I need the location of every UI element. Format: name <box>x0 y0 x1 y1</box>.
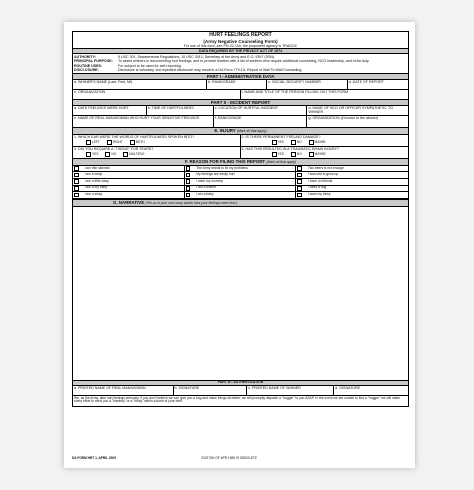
whiner-name-field[interactable]: a. WHINER'S NAME (Last, First, MI) <box>73 80 207 89</box>
routine-label: ROUTINE USES: <box>74 63 103 68</box>
q2-text: 2. IS THERE PERMANENT FEELING DAMAGE? <box>241 134 321 139</box>
reason-label: I am a baby <box>196 192 214 196</box>
reason-checkbox[interactable] <box>186 166 191 171</box>
injury-header <box>73 128 408 135</box>
q2-no-checkbox[interactable]: NO <box>291 140 302 145</box>
authority-text: 5 USC 301, Departmental Regulations; 10 USC 3013, Secretary of the Army and E.O. 9397 (SSN) <box>118 55 275 60</box>
reason-item[interactable] <box>73 172 185 179</box>
narrative-header <box>73 200 408 207</box>
reason-label: I have no friends <box>307 178 333 183</box>
disclosure-label: DISCLOSURE: <box>74 67 99 72</box>
realman-signature-field[interactable]: b. SIGNATURE <box>174 386 248 395</box>
reason-label: I want my binky <box>307 192 331 196</box>
reason-label: The Army needs to fix my problems <box>196 165 248 170</box>
narrative-note: (Tell us in your own sissy words how your feelings were hurt.) <box>145 200 238 205</box>
sympathetic-nco-field[interactable]: d. NAME OF NCO OR OFFICER SYMPATHETIC TO WHINER <box>308 105 393 115</box>
injury-title: E. INJURY <box>214 127 236 133</box>
q4-text: 4. HAS THIS RESULTED IN A TRAUMATIC BRAIN INJURY? <box>241 146 340 151</box>
hurter-name-field[interactable]: e. NAME OF REAL MAN/WOMAN WHO HURT YOUR SENSITIVE FEELINGS <box>73 116 214 127</box>
reason-item[interactable] <box>185 172 297 179</box>
form-number: DA FORM HRT 1, APRIL 2009 <box>72 456 116 460</box>
q2-maybe-checkbox[interactable]: MAYBE <box>309 140 326 145</box>
date-hurt-field[interactable]: a. DATE FEELINGS WERE HURT <box>73 106 147 115</box>
reason-item[interactable] <box>185 192 297 199</box>
whiner-printed-name-field[interactable]: c. PRINTED NAME OF WHINER <box>247 386 334 395</box>
reason-label: I am a little sissy <box>84 178 109 183</box>
form-title: HURT FEELINGS REPORT <box>209 32 272 38</box>
location-field[interactable]: c. LOCATION OF HURTFUL INCIDENT <box>214 106 308 115</box>
q1-right-checkbox[interactable]: RIGHT <box>107 140 123 145</box>
hurter-org-field[interactable]: g. ORGANIZATION (if known to the abuser) <box>308 115 379 120</box>
reason-checkbox[interactable] <box>297 193 302 198</box>
reason-label: I am a wimp <box>84 172 103 177</box>
edition-note: EDITION OF APR 1989 IS OBSOLETE <box>201 456 257 460</box>
reason-checkbox[interactable] <box>74 166 79 171</box>
q4-no-checkbox[interactable]: NO <box>291 152 302 157</box>
part1-header: PART I - ADMINISTRATIVE DATA <box>73 74 408 80</box>
privacy-header: DATA REQUIRED BY THE PRIVACY ACT OF 1974 <box>73 49 408 54</box>
reason-label: I want my mommy <box>196 178 223 183</box>
part3-row <box>73 386 408 396</box>
reason-checkbox[interactable] <box>74 193 79 198</box>
injury-row2 <box>73 147 408 159</box>
part1-row1 <box>73 80 408 90</box>
authority-label: AUTHORITY: <box>74 55 96 60</box>
reason-item[interactable] <box>73 192 185 199</box>
reason-checkbox[interactable] <box>186 179 191 184</box>
reason-title: F. REASON FOR FILING THIS REPORT <box>184 158 266 164</box>
q2-damage <box>241 135 409 146</box>
purpose-text: To assist whiners in documenting hurt feelings, and to provide leaders with a list of soldiers who require additional counseling, NCO leadership, and extra duty. <box>118 59 370 64</box>
reason-checkbox[interactable] <box>186 173 191 178</box>
q2-yes-checkbox[interactable]: YES <box>272 140 284 145</box>
hurt-feelings-form <box>72 31 409 407</box>
reason-label: My feelings are easily hurt <box>196 172 235 177</box>
q4-maybe-checkbox[interactable]: MAYBE <box>309 152 326 157</box>
form-page <box>64 22 415 468</box>
q4-options <box>242 151 408 157</box>
q1-options <box>74 139 239 145</box>
narrative-textarea[interactable] <box>73 207 408 381</box>
privacy-section <box>73 54 408 74</box>
form-footer <box>72 455 407 461</box>
q3-tissue <box>73 147 241 158</box>
reason-checkbox[interactable] <box>297 186 302 191</box>
reason-label: I am a cry baby <box>84 185 108 190</box>
q4-tbi <box>241 147 409 158</box>
whiner-signature-field[interactable]: d. SIGNATURE <box>335 385 360 390</box>
reason-checkbox[interactable] <box>297 166 302 171</box>
q1-ear <box>73 135 241 146</box>
report-date-field[interactable]: d. DATE OF REPORT <box>348 79 384 84</box>
rank-grade-field[interactable]: b. RANK/GRADE <box>207 80 267 89</box>
reason-label: I am a sissy <box>84 192 102 196</box>
reason-item[interactable] <box>296 172 408 179</box>
reason-checkbox[interactable] <box>74 173 79 178</box>
disclosure-row <box>74 68 407 72</box>
q1-left-checkbox[interactable]: LEFT <box>86 140 100 145</box>
injury-note: (Mark all that apply) <box>236 128 267 133</box>
q1-both-checkbox[interactable]: BOTH <box>130 140 145 145</box>
injury-row1 <box>73 135 408 147</box>
realman-name-field[interactable]: a. PRINTED NAME OF REAL MAN/WOMAN <box>73 386 174 395</box>
reason-label: I am a whiner <box>196 185 217 190</box>
q1-text: 1. WHICH EAR WERE THE WORDS OF HURTFULNESS SPOKEN INTO? <box>74 134 195 139</box>
reason-checkbox[interactable] <box>297 173 302 178</box>
reason-grid <box>73 166 408 200</box>
part1-row2 <box>73 90 408 100</box>
disclosure-text: Disclosure is voluntary, but repeated disclosure may result in a DA Form 779-1A, Report of Wall To Wall Counseling. <box>118 67 303 72</box>
use-note: For use of this form, see FM 22-100; the proponent agency is TRADOC <box>73 44 408 49</box>
reason-checkbox[interactable] <box>74 179 79 184</box>
q3-multiple-checkbox[interactable]: MULTIPLE <box>123 152 144 157</box>
reason-label: I am thin skinned <box>84 165 110 170</box>
ssn-field[interactable]: c. SOCIAL SECURITY NUMBER <box>267 80 347 89</box>
reason-checkbox[interactable] <box>186 193 191 198</box>
q2-options <box>242 139 408 145</box>
part2-row1 <box>73 106 408 116</box>
time-hurt-field[interactable]: b. TIME OF HURTFULNESS <box>147 106 214 115</box>
person-filling-field[interactable]: f. NAME AND TITLE OF THE PERSON FILLING OUT THIS FORM <box>241 89 349 94</box>
form-subtitle: (Army Negative Counseling Form) <box>203 38 278 44</box>
routine-text: For subject to be used for self-reporting. <box>118 63 182 68</box>
reason-item[interactable] <box>296 192 408 199</box>
q3-options <box>74 151 239 157</box>
part3-header: PART III - AUTHENTICATION <box>73 381 408 386</box>
hurter-rank-field[interactable]: f. RANK/GRADE <box>214 116 308 127</box>
part2-header: PART II - INCIDENT REPORT <box>73 100 408 106</box>
reason-label: I was told to grow up <box>307 172 339 177</box>
reason-checkbox[interactable] <box>186 186 191 191</box>
narrative-title: G. NARRATIVE <box>113 199 145 205</box>
reason-label: I need a hug <box>307 185 327 190</box>
q3-no-checkbox[interactable]: NO <box>105 152 116 157</box>
q3-yes-checkbox[interactable]: YES <box>86 152 98 157</box>
reason-header <box>73 159 408 166</box>
q4-yes-checkbox[interactable]: YES <box>272 152 284 157</box>
part2-row2 <box>73 116 408 128</box>
organization-field[interactable]: e. ORGANIZATION <box>73 90 241 99</box>
reason-note: (Mark all that apply) <box>266 159 297 164</box>
q3-text: 3. DID YOU REQUIRE A "TISSUE" FOR TEARS? <box>74 146 154 151</box>
disclaimer-text: We, as the Army, take hurt feelings seriously. If you don't believe we can give you a hug and make things all better, we will promptly dispatch a "hugger" to you ASAP. In the event we are unable to find a "hugger" we will make every effort to send you a "blankey" or a "binky" within a burst of your brief. <box>74 395 400 404</box>
reason-checkbox[interactable] <box>74 186 79 191</box>
purpose-label: PRINCIPAL PURPOSE: <box>74 59 113 64</box>
reason-label: Two beers is not enough <box>307 165 344 170</box>
reason-checkbox[interactable] <box>297 179 302 184</box>
